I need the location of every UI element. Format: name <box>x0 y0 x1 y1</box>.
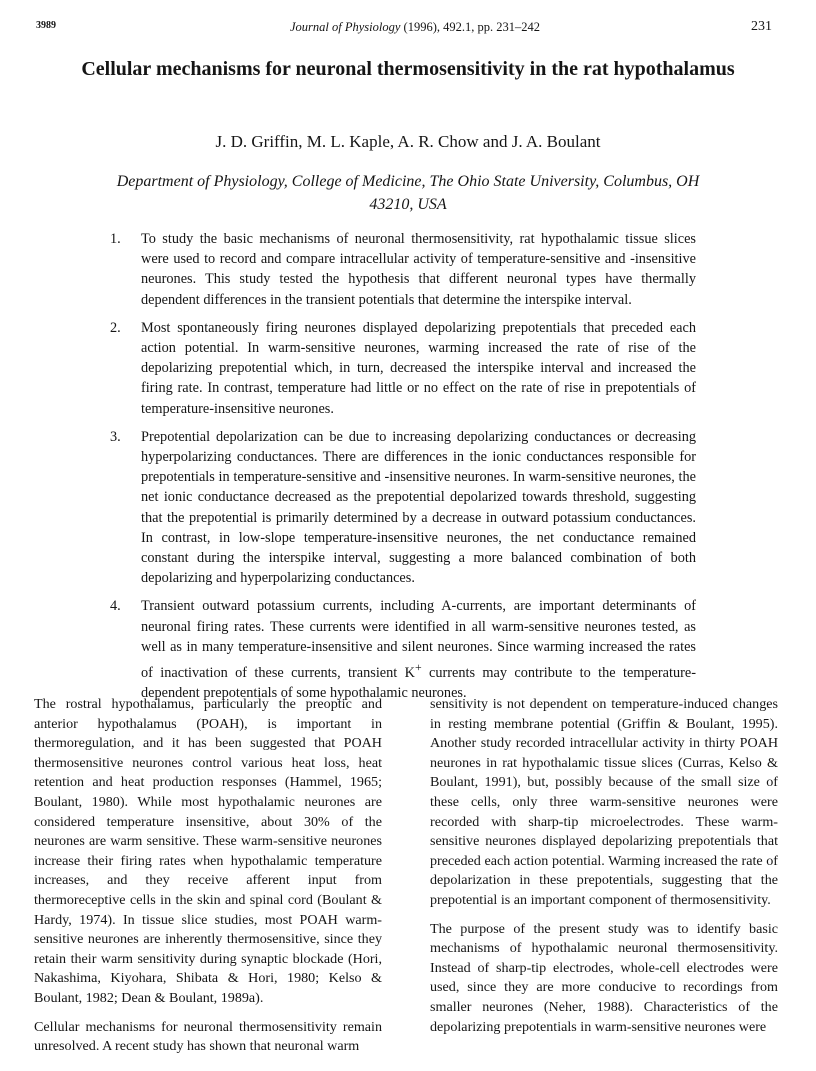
author-list: J. D. Griffin, M. L. Kaple, A. R. Chow and J. A. Boulant <box>215 132 601 151</box>
abstract-item <box>110 427 696 589</box>
running-header <box>290 20 540 35</box>
body-column-right <box>430 695 778 1046</box>
abstract-item-text: To study the basic mechanisms of neuronal thermosensitivity, rat hypothalamic tissue slices were used to record and compare intracellular activity of temperature-sensitive and -insensitive neurones. This study tested the hypothesis that different neuronal types have thermally dependent differences in the transient potentials that determine the interspike interval. <box>141 231 696 308</box>
abstract-item-number: 2. <box>110 319 121 336</box>
journal-citation: (1996), 492.1, pp. 231–242 <box>403 20 540 34</box>
abstract-list <box>110 229 696 711</box>
abstract-item-text-cont: currents may contribute to the temperature-dependent prepotentials of some hypothalamic neurones. <box>141 664 696 702</box>
affiliation: Department of Physiology, College of Medicine, The Ohio State University, Columbus, OH 43210, USA <box>116 173 700 213</box>
abstract-item-text: Most spontaneously firing neurones displayed depolarizing prepotentials that preceded each action potential. In warm-sensitive neurones, warming increased the rate of rise of the depolarizing prepotential which, in turn, decreased the interspike interval and increased the firing rate. In contrast, temperature had little or no effect on the rate of rise in prepotentials of temperature-insensitive neurones. <box>141 319 696 417</box>
article-id: 3989 <box>36 20 56 31</box>
abstract-item <box>110 318 696 419</box>
abstract-item-number: 4. <box>110 598 121 615</box>
body-paragraph: The rostral hypothalamus, particularly the preoptic and anterior hypothalamus (POAH), is important in thermoregulation, and it has been suggested that POAH thermosensitive neurones control various heat loss, heat retention and heat production responses (Hammel, 1965; Boulant, 1980). While most hypothalamic neurones are considered temperature insensitive, about 30% of the neurones are warm sensitive. These warm-sensitive neurones increase their firing rates when hypothalamic temperature increases, and they receive afferent input from thermoreceptive cells in the skin and spinal cord (Boulant & Hardy, 1974). In tissue slice studies, most POAH warm-sensitive neurones are inherently thermosensitive, since they retain their warm sensitivity during synaptic blockade (Hori, Nakashima, Kiyohara, Shibata & Hori, 1980; Kelso & Boulant, 1982; Dean & Boulant, 1989a). <box>34 696 382 1006</box>
superscript-plus: + <box>414 660 422 675</box>
page-number: 231 <box>751 19 772 34</box>
abstract-item-text: Prepotential depolarization can be due to increasing depolarizing conductances or decreasing hyperpolarizing conductances. There are differences in the ionic conductances responsible for prepotentials in temperature-sensitive and -insensitive neurones. In warm-sensitive neurones, the net ionic conductance decreased as the prepotential depolarized towards threshold, suggesting that the prepotential is primarily determined by a decrease in outward potassium conductances. In contrast, in low-slope temperature-insensitive neurones, the net conductance remained constant during the interspike interval, suggesting a more balanced combination of both depolarizing and hyperpolarizing conductances. <box>141 428 696 587</box>
abstract-item <box>110 229 696 310</box>
abstract-item <box>110 596 696 703</box>
article-title: Cellular mechanisms for neuronal thermosensitivity in the rat hypothalamus <box>81 58 735 80</box>
abstract-item-number: 1. <box>110 231 121 247</box>
body-paragraph: Cellular mechanisms for neuronal thermosensitivity remain unresolved. A recent study has shown that neuronal warm <box>34 1018 382 1055</box>
body-column-left <box>34 695 382 1066</box>
abstract-item-number: 3. <box>110 428 121 445</box>
journal-name: Journal of Physiology <box>290 20 401 34</box>
body-paragraph: sensitivity is not dependent on temperature-induced changes in resting membrane potential (Griffin & Boulant, 1995). Another study recorded intracellular activity in thirty POAH neurones in rat hypothalamic tissue slices (Curras, Kelso & Boulant, 1991), but, possibly because of the small size of these cells, only three warm-sensitive neurones were recorded with sharp-tip microelectrodes. These warm-sensitive neurones displayed depolarizing prepotentials that preceded each action potential. Warming increased the rate of depolarization in these prepotentials, suggesting that the prepotential is an important component of thermosensitivity. <box>430 696 778 908</box>
abstract-item-text: Transient outward potassium currents, including A-currents, are important determinants of neuronal firing rates. These currents were identified in all warm-sensitive neurones tested, as well as in many temperature-insensitive and silent neurones. Since warming increased the rates of inactivation of these currents, transient K <box>141 598 696 681</box>
body-paragraph: The purpose of the present study was to identify basic mechanisms of hypothalamic neuronal thermosensitivity. Instead of sharp-tip electrodes, whole-cell electrodes were used, since they are more conducive to recordings from smaller neurones (Neher, 1988). Characteristics of the depolarizing prepotentials in warm-sensitive neurones were <box>430 920 778 1035</box>
